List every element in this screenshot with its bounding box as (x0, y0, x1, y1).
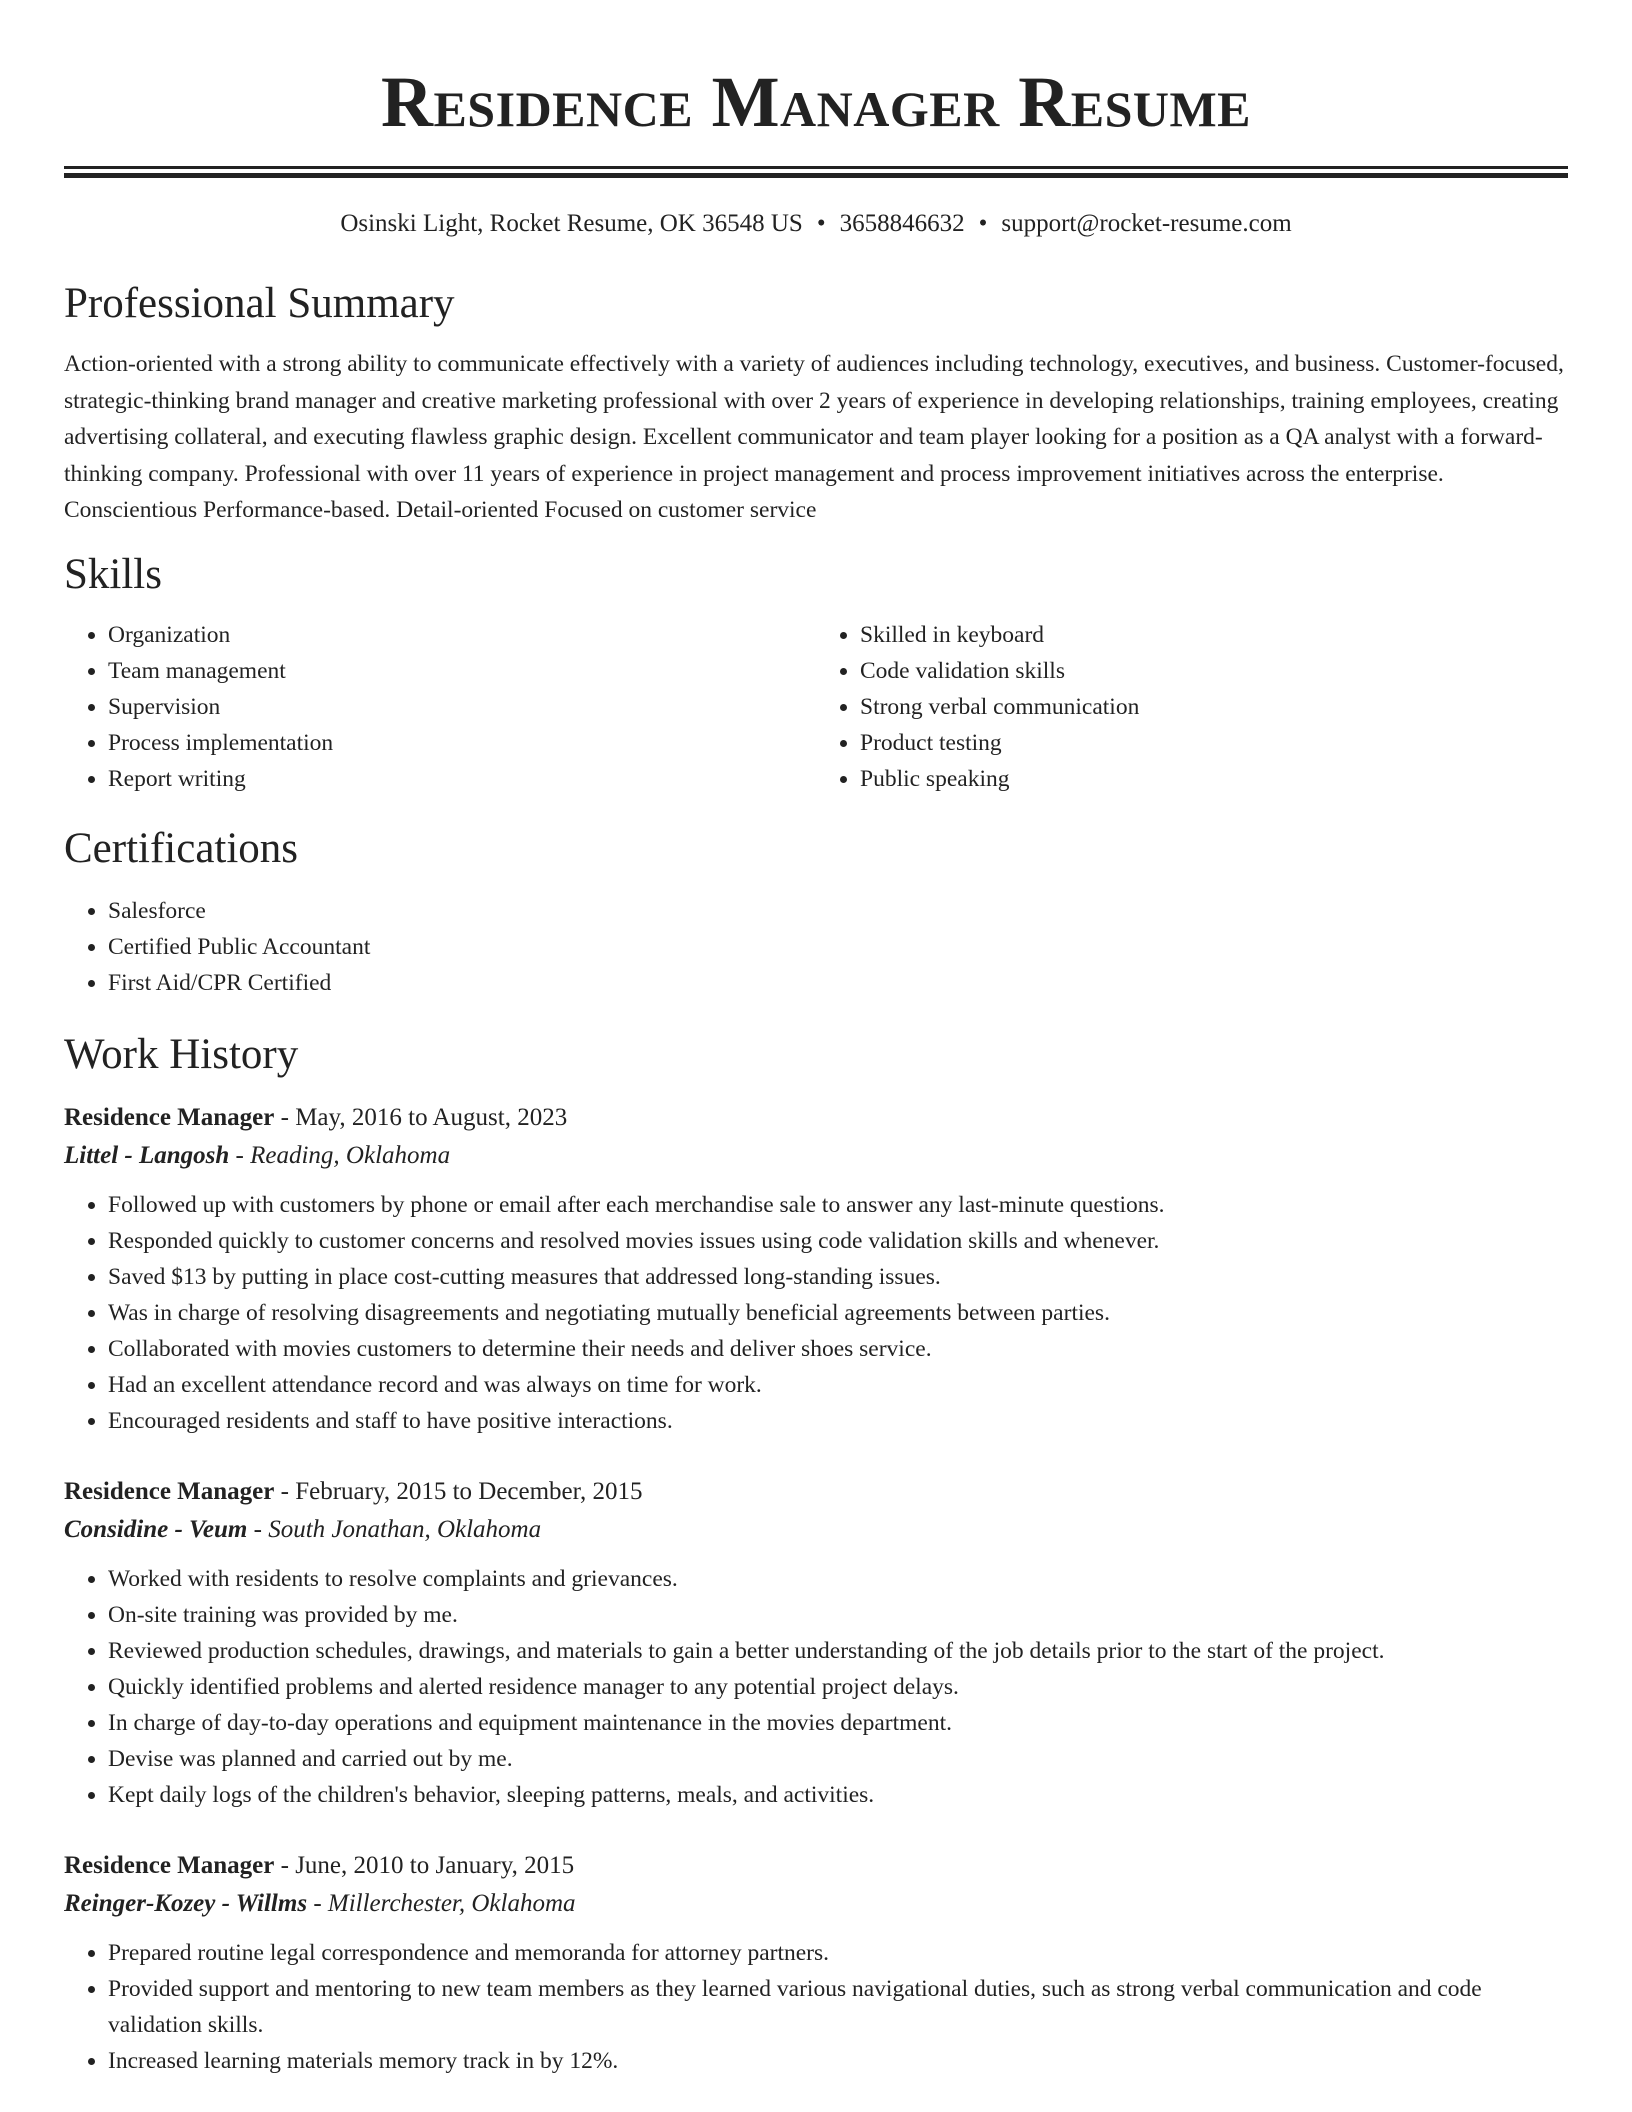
job-duty: • Worked with residents to resolve complaints and grievances. (108, 1561, 1568, 1597)
page-title: Residence Manager Resume (380, 62, 1252, 142)
contact-separator: • (816, 210, 826, 237)
skill-item: • Team management (108, 653, 816, 689)
job-duty: • Responded quickly to customer concerns and resolved movies issues using code validation skills and whenever. (108, 1223, 1568, 1259)
job-duties (64, 1187, 1568, 1439)
skill-item: • Organization (108, 617, 816, 653)
job-duty: • On-site training was provided by me. (108, 1597, 1568, 1633)
job-company: Littel - Langosh (64, 1141, 230, 1169)
certifications-list (64, 893, 1568, 1001)
job-duty: • Collaborated with movies customers to determine their needs and deliver shoes service. (108, 1331, 1568, 1367)
skill-item: • Strong verbal communication (860, 689, 1568, 725)
job-duty: • Kept daily logs of the children's behavior, sleeping patterns, meals, and activities. (108, 1777, 1568, 1813)
job-title: Residence Manager (64, 1851, 275, 1879)
skills-list-right (816, 617, 1568, 797)
contact-phone: 3658846632 (839, 210, 965, 237)
certification-item: • Certified Public Accountant (108, 929, 1568, 965)
certifications-heading: Certifications (64, 824, 299, 872)
skill-item: • Report writing (108, 761, 816, 797)
job-duty: • Increased learning materials memory track in by 12%. (108, 2043, 1568, 2079)
job-dates: - February, 2015 to December, 2015 (274, 1477, 643, 1505)
job-company: Reinger-Kozey - Willms (64, 1889, 308, 1917)
work-history-heading: Work History (64, 1030, 299, 1078)
job-duty: • Had an excellent attendance record and was always on time for work. (108, 1367, 1568, 1403)
job-entry (64, 1099, 1568, 1439)
skill-item: • Skilled in keyboard (860, 617, 1568, 653)
contact-separator: • (978, 210, 988, 237)
skills-heading: Skills (64, 550, 162, 598)
job-employer (64, 1885, 1568, 1923)
job-duty: • Followed up with customers by phone or email after each merchandise sale to answer any last-minute questions. (108, 1187, 1568, 1223)
skill-item: • Supervision (108, 689, 816, 725)
job-employer (64, 1137, 1568, 1175)
skills-list-left (64, 617, 816, 797)
job-header (64, 1473, 1568, 1511)
job-header (64, 1099, 1568, 1137)
job-dates: - June, 2010 to January, 2015 (274, 1851, 575, 1879)
contact-line (64, 208, 1568, 240)
contact-address: Osinski Light, Rocket Resume, OK 36548 US (340, 210, 803, 237)
skill-item: • Process implementation (108, 725, 816, 761)
job-duty: • Was in charge of resolving disagreements and negotiating mutually beneficial agreements between parties. (108, 1295, 1568, 1331)
job-location: - Reading, Oklahoma (229, 1141, 451, 1169)
job-duty: • In charge of day-to-day operations and equipment maintenance in the movies department. (108, 1705, 1568, 1741)
certification-item: • Salesforce (108, 893, 1568, 929)
job-duties (64, 1561, 1568, 1813)
summary-heading: Professional Summary (64, 280, 455, 327)
job-title: Residence Manager (64, 1103, 275, 1131)
job-header (64, 1847, 1568, 1885)
job-entry (64, 1473, 1568, 1813)
job-duty: • Quickly identified problems and alerted residence manager to any potential project delays. (108, 1669, 1568, 1705)
skill-item: • Product testing (860, 725, 1568, 761)
job-entry (64, 1847, 1568, 2079)
job-duties (64, 1935, 1568, 2079)
job-duty: • Devise was planned and carried out by me. (108, 1741, 1568, 1777)
skill-item: • Public speaking (860, 761, 1568, 797)
job-duty: • Prepared routine legal correspondence and memoranda for attorney partners. (108, 1935, 1568, 1971)
title-divider (64, 166, 1568, 178)
job-dates: - May, 2016 to August, 2023 (274, 1103, 568, 1131)
job-location: - South Jonathan, Oklahoma (247, 1515, 542, 1543)
skills-grid (64, 617, 1568, 797)
job-duty: • Encouraged residents and staff to have positive interactions. (108, 1403, 1568, 1439)
certification-item: • First Aid/CPR Certified (108, 965, 1568, 1001)
skill-item: • Code validation skills (860, 653, 1568, 689)
job-employer (64, 1511, 1568, 1549)
contact-email: support@rocket-resume.com (1001, 210, 1292, 237)
job-title: Residence Manager (64, 1477, 275, 1505)
job-location: - Millerchester, Oklahoma (307, 1889, 576, 1917)
summary-text: Action-oriented with a strong ability to communicate effectively with a variety of audiences including technology, executives, and business. Customer-focused, strategic-thinking brand manager and creative marketing professional with over 2 years of experience in developing relationships, training employees, creating advertising collateral, and executing flawless graphic design. Excellent communicator and team player looking for a position as a QA analyst with a forward-thinking company. Professional with over 11 years of experience in project management and process improvement initiatives across the enterprise. Conscientious Performance-based. Detail-oriented Focused on customer service (64, 351, 1564, 523)
job-duty: • Saved $13 by putting in place cost-cutting measures that addressed long-standing issues. (108, 1259, 1568, 1295)
job-duty: • Provided support and mentoring to new team members as they learned various navigational duties, such as strong verbal communication and code validation skills. (108, 1971, 1568, 2043)
job-duty: • Reviewed production schedules, drawings, and materials to gain a better understanding of the job details prior to the start of the project. (108, 1633, 1568, 1669)
job-company: Considine - Veum (64, 1515, 248, 1543)
